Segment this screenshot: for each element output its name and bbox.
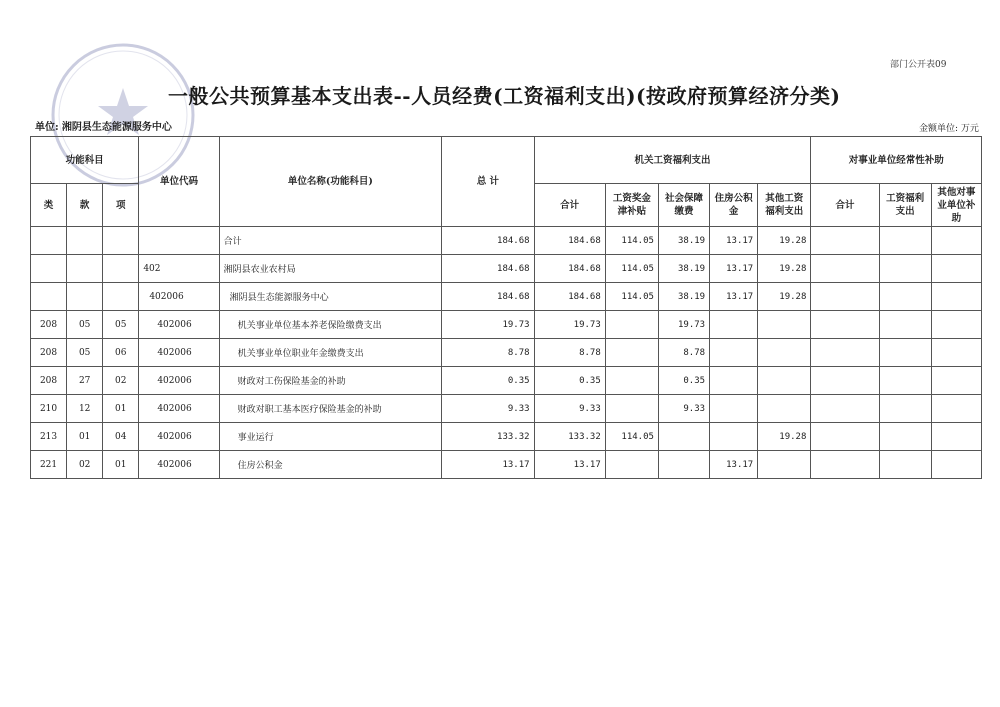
cell-name: 合计 [219, 227, 442, 255]
cell-org-housing: 13.17 [710, 255, 758, 283]
cell-org-social [658, 451, 709, 479]
cell-org-housing [710, 423, 758, 451]
table-row [31, 311, 982, 339]
cell-pub-wage [879, 255, 931, 283]
cell-pub-subtotal [811, 227, 879, 255]
table-row [31, 339, 982, 367]
cell-org-social: 0.35 [658, 367, 709, 395]
cell-code: 402006 [139, 367, 219, 395]
cell-kuan: 01 [67, 423, 103, 451]
table-row [31, 283, 982, 311]
table-row [31, 423, 982, 451]
cell-org-subtotal: 184.68 [534, 227, 605, 255]
cell-org-housing: 13.17 [710, 451, 758, 479]
cell-org-other [758, 395, 811, 423]
expenditure-table [30, 136, 982, 479]
cell-xiang: 06 [103, 339, 139, 367]
cell-xiang: 05 [103, 311, 139, 339]
cell-code: 402006 [139, 311, 219, 339]
page-label: 部门公开表09 [890, 60, 947, 70]
cell-name: 事业运行 [219, 423, 442, 451]
org-wage-header: 工资奖金津补贴 [605, 184, 658, 227]
org-subtotal-header: 合计 [534, 184, 605, 227]
cell-kuan: 27 [67, 367, 103, 395]
xiang-header: 项 [103, 184, 139, 227]
cell-total: 0.35 [442, 367, 534, 395]
cell-total: 13.17 [442, 451, 534, 479]
cell-org-other [758, 367, 811, 395]
lei-header: 类 [31, 184, 67, 227]
cell-name: 机关事业单位基本养老保险缴费支出 [219, 311, 442, 339]
cell-lei: 213 [31, 423, 67, 451]
cell-kuan: 12 [67, 395, 103, 423]
cell-pub-wage [879, 367, 931, 395]
org-social-header: 社会保障缴费 [658, 184, 709, 227]
cell-org-other: 19.28 [758, 227, 811, 255]
cell-xiang: 01 [103, 451, 139, 479]
cell-total: 184.68 [442, 227, 534, 255]
cell-org-subtotal: 19.73 [534, 311, 605, 339]
cell-code: 402 [139, 255, 219, 283]
cell-lei: 210 [31, 395, 67, 423]
pub-other-header: 其他对事业单位补助 [931, 184, 981, 227]
cell-org-subtotal: 0.35 [534, 367, 605, 395]
cell-org-social: 8.78 [658, 339, 709, 367]
cell-pub-other [931, 423, 981, 451]
cell-lei [31, 227, 67, 255]
cell-name: 机关事业单位职业年金缴费支出 [219, 339, 442, 367]
cell-org-other [758, 311, 811, 339]
cell-pub-subtotal [811, 395, 879, 423]
cell-xiang [103, 227, 139, 255]
cell-pub-subtotal [811, 423, 879, 451]
cell-org-housing [710, 395, 758, 423]
cell-xiang [103, 255, 139, 283]
cell-lei [31, 283, 67, 311]
cell-org-housing [710, 367, 758, 395]
cell-org-housing: 13.17 [710, 283, 758, 311]
cell-code: 402006 [139, 451, 219, 479]
cell-total: 8.78 [442, 339, 534, 367]
cell-org-wage [605, 451, 658, 479]
cell-kuan [67, 255, 103, 283]
org-wage-group-header: 机关工资福利支出 [534, 137, 811, 184]
cell-pub-subtotal [811, 255, 879, 283]
amount-unit: 金额单位: 万元 [919, 124, 979, 134]
cell-pub-wage [879, 339, 931, 367]
table-row [31, 451, 982, 479]
cell-xiang: 02 [103, 367, 139, 395]
cell-name: 住房公积金 [219, 451, 442, 479]
cell-org-wage [605, 395, 658, 423]
table-row [31, 367, 982, 395]
pub-wage-header: 工资福利支出 [879, 184, 931, 227]
cell-org-housing [710, 311, 758, 339]
cell-org-wage [605, 311, 658, 339]
cell-pub-other [931, 255, 981, 283]
cell-org-social: 19.73 [658, 311, 709, 339]
cell-pub-subtotal [811, 311, 879, 339]
org-other-header: 其他工资福利支出 [758, 184, 811, 227]
cell-pub-wage [879, 423, 931, 451]
page-title: 一般公共预算基本支出表--人员经费(工资福利支出)(按政府预算经济分类) [168, 84, 841, 108]
cell-org-other [758, 451, 811, 479]
cell-org-housing: 13.17 [710, 227, 758, 255]
cell-org-other: 19.28 [758, 283, 811, 311]
func-subject-header: 功能科目 [31, 137, 139, 184]
cell-total: 184.68 [442, 255, 534, 283]
table-row [31, 255, 982, 283]
cell-kuan [67, 227, 103, 255]
cell-org-subtotal: 184.68 [534, 255, 605, 283]
cell-org-social: 38.19 [658, 283, 709, 311]
org-housing-header: 住房公积金 [710, 184, 758, 227]
cell-total: 133.32 [442, 423, 534, 451]
cell-pub-other [931, 283, 981, 311]
cell-pub-wage [879, 311, 931, 339]
cell-pub-subtotal [811, 451, 879, 479]
cell-org-wage [605, 367, 658, 395]
cell-pub-subtotal [811, 339, 879, 367]
cell-org-subtotal: 133.32 [534, 423, 605, 451]
cell-pub-other [931, 227, 981, 255]
kuan-header: 款 [67, 184, 103, 227]
cell-pub-wage [879, 283, 931, 311]
cell-xiang: 04 [103, 423, 139, 451]
cell-org-wage [605, 339, 658, 367]
cell-org-wage: 114.05 [605, 423, 658, 451]
cell-pub-other [931, 311, 981, 339]
table-row [31, 395, 982, 423]
cell-org-other [758, 339, 811, 367]
cell-pub-subtotal [811, 283, 879, 311]
cell-org-subtotal: 184.68 [534, 283, 605, 311]
cell-org-other: 19.28 [758, 255, 811, 283]
cell-pub-wage [879, 227, 931, 255]
cell-lei: 208 [31, 339, 67, 367]
cell-kuan: 02 [67, 451, 103, 479]
cell-total: 19.73 [442, 311, 534, 339]
cell-pub-other [931, 395, 981, 423]
cell-org-wage: 114.05 [605, 283, 658, 311]
cell-org-social [658, 423, 709, 451]
cell-code: 402006 [139, 283, 219, 311]
cell-lei [31, 255, 67, 283]
total-header: 总 计 [442, 137, 534, 227]
table-row [31, 227, 982, 255]
cell-pub-wage [879, 395, 931, 423]
cell-code: 402006 [139, 395, 219, 423]
public-subsidy-group-header: 对事业单位经常性补助 [811, 137, 982, 184]
cell-org-wage: 114.05 [605, 227, 658, 255]
cell-pub-other [931, 367, 981, 395]
cell-org-social: 9.33 [658, 395, 709, 423]
cell-code [139, 227, 219, 255]
cell-org-other: 19.28 [758, 423, 811, 451]
cell-org-subtotal: 13.17 [534, 451, 605, 479]
cell-org-wage: 114.05 [605, 255, 658, 283]
cell-code: 402006 [139, 423, 219, 451]
cell-total: 184.68 [442, 283, 534, 311]
cell-pub-other [931, 451, 981, 479]
cell-lei: 208 [31, 311, 67, 339]
cell-pub-subtotal [811, 367, 879, 395]
cell-code: 402006 [139, 339, 219, 367]
unit-name-header: 单位名称(功能科目) [219, 137, 442, 227]
cell-lei: 221 [31, 451, 67, 479]
cell-pub-wage [879, 451, 931, 479]
cell-org-subtotal: 8.78 [534, 339, 605, 367]
cell-lei: 208 [31, 367, 67, 395]
cell-name: 湘阴县农业农村局 [219, 255, 442, 283]
unit-code-header: 单位代码 [139, 137, 219, 227]
cell-org-housing [710, 339, 758, 367]
cell-xiang: 01 [103, 395, 139, 423]
cell-xiang [103, 283, 139, 311]
cell-total: 9.33 [442, 395, 534, 423]
pub-subtotal-header: 合计 [811, 184, 879, 227]
cell-name: 财政对职工基本医疗保险基金的补助 [219, 395, 442, 423]
cell-name: 财政对工伤保险基金的补助 [219, 367, 442, 395]
cell-org-social: 38.19 [658, 227, 709, 255]
cell-kuan [67, 283, 103, 311]
cell-org-social: 38.19 [658, 255, 709, 283]
cell-kuan: 05 [67, 339, 103, 367]
cell-kuan: 05 [67, 311, 103, 339]
unit-line [35, 118, 172, 133]
cell-name: 湘阴县生态能源服务中心 [219, 283, 442, 311]
cell-org-subtotal: 9.33 [534, 395, 605, 423]
unit-label: 单位: [35, 122, 59, 133]
cell-pub-other [931, 339, 981, 367]
unit-name: 湘阴县生态能源服务中心 [61, 122, 172, 133]
